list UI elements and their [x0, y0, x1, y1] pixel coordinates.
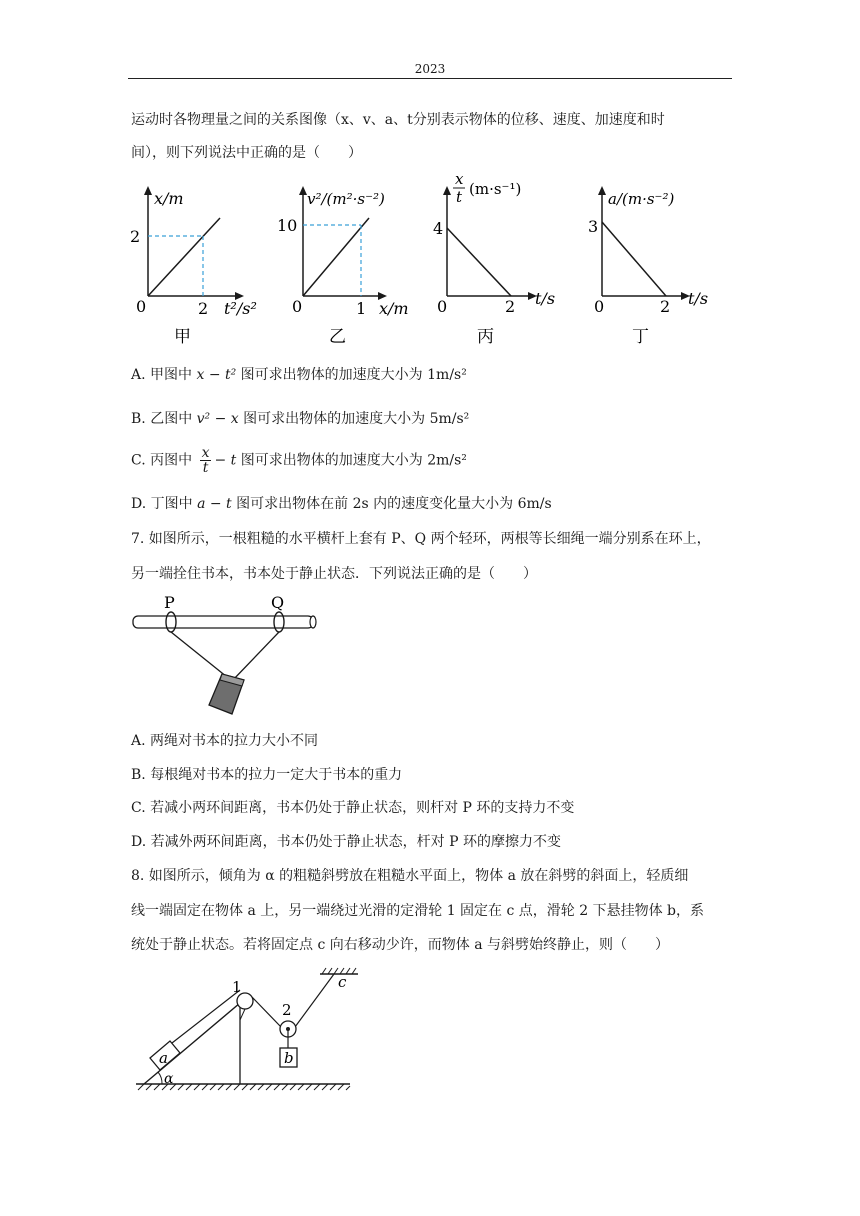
q8-label-alpha: α: [164, 1071, 174, 1087]
q7-option-a: A. 两绳对书本的拉力大小不同: [131, 733, 319, 749]
q8-stem-line3: 统处于静止状态。若将固定点 c 向右移动少许，而物体 a 与斜劈始终静止，则（ ）: [131, 937, 669, 953]
graph-bing: [425, 170, 585, 350]
q8-label-2: 2: [282, 1001, 292, 1019]
graph-ding-y-label: a/(m·s⁻²): [608, 190, 675, 208]
q8-label-1: 1: [232, 978, 242, 996]
q7-rod-end: [310, 616, 316, 628]
graph-ding-line: [602, 222, 666, 296]
q7-option-d: D. 若减外两环间距离，书本仍处于静止状态，杆对 P 环的摩擦力不变: [131, 834, 561, 850]
q7-rope-right: [232, 632, 279, 681]
q8-figure: [128, 960, 368, 1095]
graph-jia-x-tick: 2: [198, 299, 209, 318]
graph-bing-x-tick: 2: [505, 297, 516, 316]
graph-bing-y-tick: 4: [433, 219, 444, 238]
graph-bing-x-label: t/s: [535, 289, 556, 308]
q6-option-d: D. 丁图中 a − t 图可求出物体在前 2s 内的速度变化量大小为 6m/s: [131, 496, 552, 512]
graph-yi-y-tick: 10: [277, 216, 298, 235]
graph-ding-caption: 丁: [632, 327, 649, 347]
page-header-year: 2023: [414, 62, 446, 76]
graph-jia-caption: 甲: [174, 327, 191, 347]
q7-figure: [128, 588, 328, 723]
q7-label-p: P: [164, 593, 175, 612]
q8-string-a: [172, 990, 240, 1043]
q8-stem-line2: 线一端固定在物体 a 上，另一端绕过光滑的定滑轮 1 固定在 c 点，滑轮 2 下悬挂物体 b，系: [131, 903, 705, 919]
q8-pulley-1-mount: [240, 1009, 245, 1020]
q7-stem-line2: 另一端拴住书本，书本处于静止状态．下列说法正确的是（ ）: [131, 566, 537, 582]
q8-label-b: b: [284, 1049, 294, 1067]
q7-option-c: C. 若减小两环间距离，书本仍处于静止状态，则杆对 P 环的支持力不变: [131, 800, 575, 816]
q6-option-a: A. 甲图中 x − t² 图可求出物体的加速度大小为 1m/s²: [131, 367, 467, 383]
graph-jia-y-arrow: [144, 186, 152, 195]
graph-bing-y-frac-num: x: [455, 170, 464, 188]
graph-bing-y-unit: (m·s⁻¹): [469, 180, 522, 198]
q7-label-q: Q: [271, 593, 285, 612]
graph-jia-x-label: t²/s²: [224, 299, 257, 318]
graph-jia: [120, 180, 280, 350]
graph-bing-line: [447, 228, 511, 296]
graph-yi: [275, 180, 435, 350]
graph-bing-caption: 丙: [477, 327, 494, 347]
graph-bing-y-arrow: [443, 186, 451, 195]
graph-bing-origin: 0: [437, 297, 448, 316]
q8-label-a: a: [159, 1049, 168, 1067]
graph-jia-y-tick: 2: [130, 227, 141, 246]
q6-stem-line2: 间），则下列说法中正确的是（ ）: [131, 145, 362, 161]
graph-yi-caption: 乙: [329, 327, 346, 347]
q7-rod: [133, 616, 313, 628]
header-divider: [128, 78, 732, 79]
graph-yi-line: [303, 218, 369, 296]
graph-jia-line: [148, 218, 220, 296]
q6-option-c-fraction: $\frac{x}{t}$: [201, 445, 210, 476]
graph-yi-y-arrow: [299, 186, 307, 195]
q8-string-2-c: [295, 974, 334, 1027]
graph-yi-origin: 0: [292, 297, 303, 316]
graph-jia-origin: 0: [136, 297, 147, 316]
q6-option-c: C. 丙图中 $\frac{x}{t}$ − t 图可求出物体的加速度大小为 2m/s²: [131, 445, 467, 476]
graph-ding-origin: 0: [594, 297, 605, 316]
graph-ding-x-tick: 2: [660, 297, 671, 316]
q6-stem-line1: 运动时各物理量之间的关系图像（x、v、a、t分别表示物体的位移、速度、加速度和时: [131, 112, 665, 128]
graph-ding-y-tick: 3: [588, 217, 599, 236]
q8-label-c: c: [338, 973, 347, 991]
graph-yi-x-label: x/m: [379, 299, 409, 318]
graph-jia-y-label: x/m: [154, 189, 184, 208]
graph-yi-x-tick: 1: [356, 299, 367, 318]
q8-angle-arc: [158, 1072, 162, 1084]
graph-yi-y-label: v²/(m²·s⁻²): [307, 190, 385, 208]
q7-stem-line1: 7. 如图所示，一根粗糙的水平横杆上套有 P、Q 两个轻环，两根等长细绳一端分别系在环上，: [131, 531, 711, 547]
q6-option-b: B. 乙图中 v² − x 图可求出物体的加速度大小为 5m/s²: [131, 411, 470, 427]
graph-ding-y-arrow: [598, 186, 606, 195]
graph-ding-x-label: t/s: [688, 289, 709, 308]
graph-ding: [580, 180, 740, 350]
graph-bing-y-frac-den: t: [456, 188, 463, 206]
q8-string-1-2: [252, 997, 281, 1027]
q8-stem-line1: 8. 如图所示，倾角为 α 的粗糙斜劈放在粗糙水平面上，物体 a 放在斜劈的斜面上，轻质细: [131, 868, 689, 884]
q7-option-b: B. 每根绳对书本的拉力一定大于书本的重力: [131, 767, 403, 783]
